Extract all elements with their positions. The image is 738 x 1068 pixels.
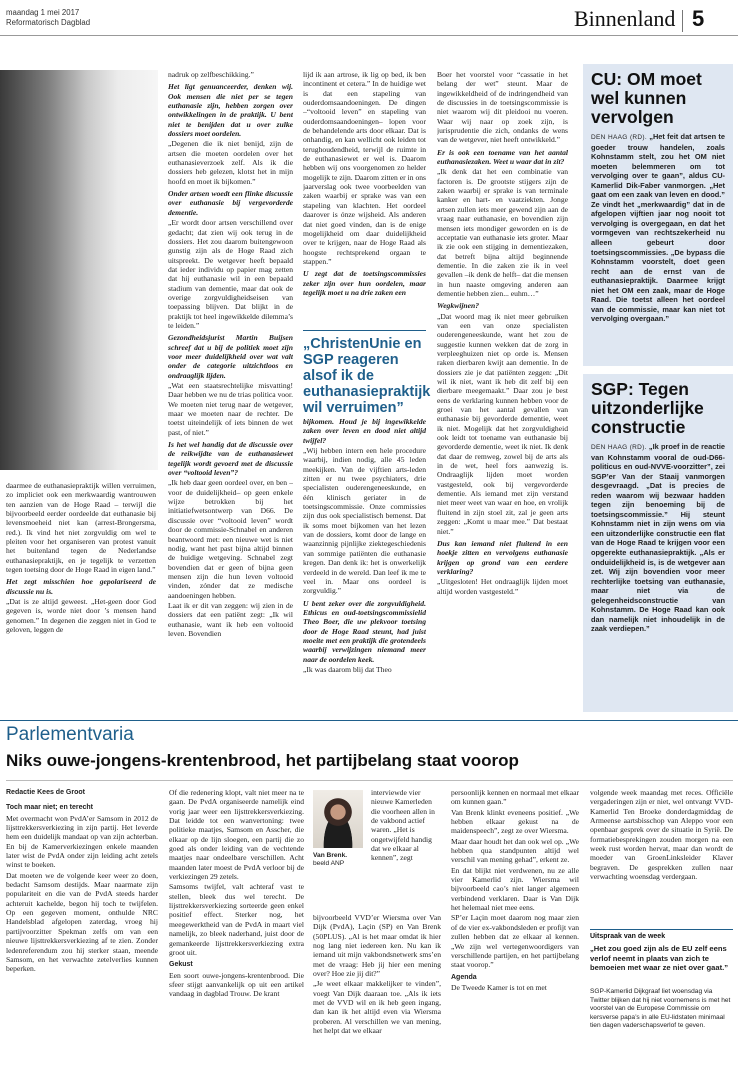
masthead-paper: Reformatorisch Dagblad [6,18,91,27]
quote-of-the-week: „Het zou goed zijn als de EU zelf eens verlof neemt in plaats van zich te bemoeien met waar ze niet over gaat.” [590,944,729,973]
masthead-date: maandag 1 mei 2017 [6,8,80,17]
quote-rule [590,929,733,930]
article-column-3-top [303,70,426,326]
paragraph: Van Brenk klinkt eveneens positief. „We hebben elkaar gekust na de maidenspeech”, zegt ze over Wiersma. [451,807,579,836]
parlementaria-column-1 [6,788,158,1064]
subheading: Toch maar niet; en terecht [6,804,94,812]
paragraph: De Tweede Kamer is tot en met [451,982,547,992]
paragraph: interviewde vier nieuwe Kamerleden die voorheen allen in de vakbond actief waren. „Het is ongetwijfeld handig dat we elkaar al kennen”, zegt [371,788,435,863]
paragraph: „Er wordt door artsen verschillend over gedacht; dat zien wij ook terug in de dossiers. Het zou daarom buitengewoon gunstig zijn als de Hoge Raad zich uitspreekt. De wetgever heeft bepaald dat ieder individu op papier mag zetten dat hij euthanasie wil in een bepaald stadium van dementie, maar dat ook de overige zorgvuldigheidseisen van toepassing blijven. Dat blijkt in de praktijk tot heel ingewikkelde dilemma’s te leiden.” [168,218,293,330]
question: Het zegt misschien hoe gepolariseerd de discussie nu is. [6,577,156,596]
paragraph: Maar daar houdt het dan ook wel op. „We hebben qua standpunten altijd wel verschil van mening gehad”, erkent ze. [451,836,579,865]
paragraph: „Ik was daarom blij dat Theo [303,664,392,674]
article-column-2 [168,70,293,712]
article-photo [0,70,158,470]
pullquote-rule [303,330,426,331]
paragraph: nadruk op zelfbeschikking.” [168,70,254,79]
paragraph: Een soort ouwe-jongens-krentenbrood. Die sfeer stijgt aanvankelijk op uit een artikel vandaag in dagblad Trouw. De krant [169,970,304,999]
question: Dus kan iemand niet fluitend in een hoekje zitten en vervolgens euthanasie krijgen op grond van een eerdere verklaring? [437,538,568,576]
headline-rule [6,780,733,781]
byline: Redactie Kees de Groot [6,789,85,796]
paragraph: „Dat woord mag ik niet meer gebruiken van een van onze specialisten ouderengeneeskunde, want het zou de suggestie kunnen wekken dat de zorg in verpleeghuizen niet op orde is. Mensen raken dierbaren kwijt aan dementie. In de dossiers zie je dat patiënten zeggen: „Dit wil ik niet, want ik heb dit zelf bij een dierbare meegemaakt.” Daar zou je best eens de verklaring kunnen hebben voor de groei van het aantal gevallen van euthanasie bij gevorderde dementie, weet ik niet. Mogelijk dat het zorgvuldigheid ook leidt tot toename van euthanasie bij gevorderde dementie, weet ik niet. Ik denk dat daar de remweg, zowel bij de arts als in de wet, heel fors aanwezig is. Ondraaglijk lijden moet worden vastgesteld, ook bij vergevorderde dementie. Als iemand met zijn verstand niet meer weet van waar en hoe, en vrolijk fluitend in zijn stoel zit, zal je geen arts zeggen: „Komt u maar mee.” Dat bestaat niet.” [437,311,568,536]
parlementaria-column-2 [169,788,304,1064]
masthead-divider [682,10,683,32]
parlementaria-rule [0,720,738,721]
subheading: Gekust [169,961,193,969]
section-title: Binnenland [574,6,676,31]
article-column-4 [437,70,568,712]
top-rule [0,35,738,36]
question: Onder artsen woedt een flinke discussie over euthanasie bij vergevorderde dementie. [168,189,293,217]
paragraph: „Ik denk dat het een combinatie van factoren is. De grootste stijgers zijn de zaken waarbij er sprake is van terminale kanker en hart- en vaatziekten. Jonge artsen zullen iets meer gewend zijn aan de vraag naar euthanasie, en bovendien zijn mensen iets mondiger geworden en is de acceptatie van euthanasie iets groter. Maar ik zie ook een stijging in dementiezaken, dat betreft bijna altijd beginnende dementie. In die zaken zie ik in veel gevallen –ik denk de helft– dat die mensen in hun naaste omgeving anderen aan dementie hebben zien... euhm…” [437,167,568,298]
subheading: Agenda [451,973,477,981]
caption-name: Van Brenk. [313,852,348,859]
paragraph: bijvoorbeeld VVD’er Wiersma over Van Dijk (PvdA), Laçin (SP) en Van Brenk (50PLUS). „Al is het maar omdat ik hier nog lang niet iedereen ken. Nu kan ik iemand uit mijn vakbondsnetwerk sms’en met de vraag: Heb jij hier een mening over? Hoe zie jij dit?” [313,913,441,979]
sidebar-box-cu [583,64,733,366]
paragraph: Dat moeten we de volgende keer weer zo doen, bedacht Samsom destijds. Maar naarmate zijn populariteit en die van de PvdA steeds harder achteruit kachelde, begon hij toch te twijfelen. Op een gegeven moment, onthulde NRC Handelsblad afgelopen zaterdag, vroeg hij partijvoorzitter Spekman zelfs om van een nieuwe lijsttrekkersverkiezing af te zien. Zonder ledenreferendum zou hij sterker staan, meende Samsom, en het verwachte zetelverlies kunnen beperken. [6,870,158,974]
paragraph: Boer het voorstel voor “cassatie in het belang der wet” steunt. Maar de ingewikkeldheid of de indringendheid van de discussies in de toetsingscommissie is niet waarom wij dit pleidooi nu voeren. Waar wij naar op zoek zijn, is jurisprudentie die zich, ondanks de wens van de wetgever, niet heeft ontwikkeld.” [437,70,568,145]
paragraph: lijd ik aan artrose, ik lig op bed, ik ben incontinent et cetera.” In de huidige wet is dat een stapeling van ouderdomsaandoeningen. De dingen –“voltooid leven” en stapeling van ouderdomsaandoeningen– lopen voor de behandelende arts door elkaar. Dat is onhandig, en kan wellicht ook leiden tot terughoudendheid, terwijl de ruimte in de euthanasiewet er wel is. Daarom hebben wij ons voorgenomen zo helder mogelijk te zijn. Daarom zitten er in ons jaarverslag ook twee voorbeelden van zaken waarbij er sprake was van een stapeling van klachten. Het oordeel daarover is ónze wijsheid. Als anderen dat niet goed vinden, dan is de enige mogelijkheid om daar duidelijkheid over te krijgen, naar de Hoge Raad als hoogste rechtsprekend orgaan te stappen.” [303,70,426,266]
question: Het ligt genuanceerder, denken wij. Ook mensen die niet per se tegen euthanasie zijn, hebben zorgen over ontwikkelingen in de praktijk. U bent niet te benijden dat u over zulke dossiers moet oordelen. [168,82,293,139]
paragraph: „Wat een staatsrechtelijke misvatting! Daar hebben we nu de trias politica voor. We moeten niet terug naar de wetgever, maar we moeten naar de rechter. De toetst uiteindelijk of iets binnen de wet past, of niet.” [168,381,293,437]
question: Is het wel handig dat de discussie over de reikwijdte van de euthanasiewet tegelijk wordt gevoerd met de discussie over “voltooid leven”? [168,440,293,478]
caption-credit: beeld ANP [313,860,345,867]
parlementaria-column-3-top [371,788,439,912]
box-title: SGP: Tegen uitzonderlijke constructie [591,379,704,437]
parlementaria-column-4 [451,788,579,1064]
pull-quote: „ChristenUnie en SGP reageren alsof ik de euthanasiepraktijk wil verruimen” [303,336,431,416]
box-text: „Ik proef in de reactie van Kohnstamm vooral de oud-D66-politicus en oud-NVVE-voorzitter”, zei SGP’er Van der Staaij vanmorgen desgevraagd. „Dat is precies de reden waarom wij bezwaar hadden tegen zijn benoeming bij de toetsingscommissie.” Hij steunt Kohnstamm niet in zijn wens om via een uitzonderlijke constructie een flat van de Hoge Raad te krijgen voor een opgerekte euthanasiepraktijk. „Als er onduidelijkheid is, is de wetgever aan zet. Wij zijn bovendien voor meer rechterlijke toetsing van euthanasie, maar niet via de gelegenheidsconstructie van Kohnstamm. De Hoge Raad kan ook dan namelijk niet inhoudelijk in de zaak verdiepen.” [591,442,725,634]
question: Er is ook een toename van het aantal euthanasiezaken. Weet u waar dat in zit? [437,147,568,167]
box-title: CU: OM moet wel kunnen vervolgen [591,69,702,127]
quote-label: Uitspraak van de week [590,933,666,940]
paragraph: „Wij hebben intern een hele procedure waarbij, indien nodig, alle 45 leden meekijken. Van de vijftien arts-leden zitten er nu twee psychiaters, drie specialisten ouderengeneeskunde, en één klinisch geriater in de toetsingscommissie. Onze commissies zijn dus ook specialistisch bemenst. Dat ik soms moet bijkomen van het lezen van de dossiers, komt door de lange en waanzinnig pijnlijke ziektegeschiedenis van sommige patiënten die euthanasie kregen. Dan denk ik: het is onwerkelijk verdeeld in de wereld. Dan leef ik me te veel in. Maar ons oordeel is zorgvuldig.” [303,446,426,596]
page-number: 5 [692,6,705,31]
paragraph: „Uitgesloten! Het ondraaglijk lijden moet altijd worden vastgesteld.” [437,577,568,596]
paragraph: Samsoms twijfel, valt achteraf vast te stellen, bleek dus wel terecht. De lijsttrekkersverkiezing sorteerde geen enkel positief effect. Sterker nog, het meegewerktheid van de PvdA in maart viel namelijk, zo bleek naderhand, juist door de gemankeerde lijsttrekkersverkiezing extra groot uit. [169,882,304,957]
box-location: DEN HAAG (RD). [591,444,647,451]
paragraph: Of die redenering klopt, valt niet meer na te gaan. De PvdA organiseerde namelijk eind vorig jaar weer een lijsttrekkersverkiezing. Dat leidde tot een wanvertoning: twee politieke maatjes, Samsom en Asscher, die elkaar op de lijn sloegen, een partij die zo goed als onder leiding van de vechtende maatjes naar ondeelbare verschillen. Acht maanden later moest de PvdA verloor bij de verkiezingen 29 zetels. [169,788,304,882]
photo-caption [313,852,347,868]
box-location: DEN HAAG (RD). [591,134,647,141]
parlementaria-column-5 [590,788,733,924]
box-body [591,132,725,324]
question: Gezondheidsjurist Martin Buijsen schreef dat u bij de politiek moet zijn voor meer duidelijkheid over wat valt onder de categorie uitzichtloos en ondraaglijk lijden. [168,333,293,380]
question: Wegkwijnen? [437,301,480,311]
parlementaria-column-3-bottom [313,913,441,1064]
paragraph: persoonlijk kennen en normaal met elkaar om kunnen gaan.” [451,788,579,807]
question: U bent zeker over die zorgvuldigheid. Ethicus en oud-toetsingscommissielid Theo Boer, die uw plekvoor toetsing door de Hoge Raad steunt, had juist moeite met een praktijk die grotendeels waarbij verwijzingen niemand meer naar de oordelen keek. [303,598,426,664]
quote-source: SGP-Kamerlid Dijkgraaf liet woensdag via Twitter blijken dat hij niet voornemens is met het voorstel van de Europese Commissie om kersverse papa’s in alle EU-lidstaten minimaal tien dagen vaderschapsverlof te geven. [590,988,731,1030]
paragraph: volgende week maandag met reces. Officiële vergaderingen zijn er niet, wel ontvangt VVD-Kamerlid Ten Broeke donderdagmiddag de Armeense aartsbisschop van Aleppo voor een openbaar gesprek over de situatie in Syrië. De formatiebesprekingen zouden morgen na een week rust worden hervat, maar dan wordt de moeder van GroenLinksleider Klaver begraven. De gesprekken zullen naar verwachting woensdag verdergaan. [590,788,733,882]
box-body [591,442,725,634]
question: bijkomen. Houd je bij ingewikkelde zaken over leven en dood niet altijd twijfel? [303,417,426,445]
article-column-1 [6,481,156,711]
paragraph: En dat blijkt niet verdwenen, nu ze alle vier Kamerlid zijn. Wiersma wil bijvoorbeeld cao’s niet langer algemeen verbindend verklaren. Daar is Van Dijk het helemaal niet mee eens. [451,865,579,913]
paragraph: „Degenen die ik niet benijd, zijn de artsen die moeten oordelen over het euthanasieverzoek zelf. Als ik die dossiers heb gelezen, klotst het in mijn hoofd en moet ik bijkomen.” [168,139,293,186]
paragraph: Laat ik er dit van zeggen: wij zien in de dossiers dat een patiënt zegt: „Ik wil euthanasie, want ik heb een voltooid leven. Bovendien [168,600,293,638]
box-text: „Het feit dat artsen te goeder trouw handelen, zoals Kohnstamm stelt, zou het OM niet moeten belemmeren om tot vervolging over te gaan”, aldus CU-Kamerlid Dik-Faber vanmorgen. „Het gaat om een zaak van leven en dood.” Ze vindt het „merkwaardig” dat in de afgelopen vijftien jaar nog nooit tot vervolging is overgegaan, en dat het vormgeven van rechtszekerheid nu alleen gebeurt door toetsingscommissies. „De bypass die Kohnstamm voorstelt, doet geen recht aan de ernst van de euthanasiepraktijk. Daarmee krijgt niet het OM een zaak, maar de Hoge Raad. Die toetst alleen het oordeel van de commissie, maar kan niet tot vervolging overgaan.” [591,132,725,324]
paragraph: „Je weet elkaar makkelijker te vinden”, voegt Van Dijk daaraan toe. „Als ik iets met de VVD wil en ik heb geen ingang, dan kan ik het altijd even via Wiersma proberen. Al verschillen we van mening, het helpt dat we elkaar [313,979,441,1036]
parlementaria-kicker: Parlementvaria [6,724,134,745]
sidebar-box-sgp [583,374,733,712]
question: U zegt dat de toetsingscommissies zeker zijn over hun oordelen, maar tegelijk moet u na drie zaken een [303,269,426,297]
paragraph: daarmee de euthanasiepraktijk willen verruimen, zo impliciet ook een merkwaardig wantrouwen ten aanzien van de Hoge Raad – terwijl die bijvoorbeeld eerder oordeelde dat euthanasie bij levensmoeheid niet kan (arrest-Brongersma, red.). Ik vind het niet zorgvuldig om wel te pleiten voor het organiseren van protest vanuit het buitenland tegen de Nederlandse euthanasiepraktijk, en je tegelijk te verzetten tegen toetsing door de Hoge Raad in eigen land.” [6,481,156,575]
article-column-3-bottom [303,417,426,712]
paragraph: SP’er Laçin moet daarom nog maar zien of de vier ex-vakbondsleden er profijt van zullen hebben dat ze elkaar al kennen. „We zijn wel vertegenwoordigers van verschillende partijen, en het partijbelang staat voorop.” [451,913,579,970]
parlementaria-headline: Niks ouwe-jongens-krentenbrood, het partijbelang staat voorop [6,751,519,770]
paragraph: Met overmacht won PvdA’er Samsom in 2012 de lijsttrekkersverkiezing in zijn partij. Het leverde hem een duidelijk mandaat op van zijn achterban. En bij de Kamerverkiezingen enkele maanden later wist de PvdA onder zijn leiding acht zetels winst te boeken. [6,813,158,870]
paragraph: „Ik heb daar geen oordeel over, en ben –voor de duidelijkheid– op geen enkele wijze betrokken bij het initiatiefwetsontwerp van D66. De discussie over “voltooid leven” wordt door de commissie-Schnabel en anderen beantwoord met: een nieuwe wet is niet nodig, want het past bijna altijd binnen de huidige wetgeving. Schnabel zegt bovendien dat er geen of bijna geen mensen zijn die hun leven voltooid vinden, zónder dat ze medische aandoeningen hebben. [168,478,293,600]
portrait-photo [313,790,363,848]
paragraph: „Dat is ze altijd geweest. „Het-geen door God gegeven is, worde niet door ’s mensen hand genomen.” In degenen die zeggen niet in God te geloven, leggen de [6,597,156,635]
